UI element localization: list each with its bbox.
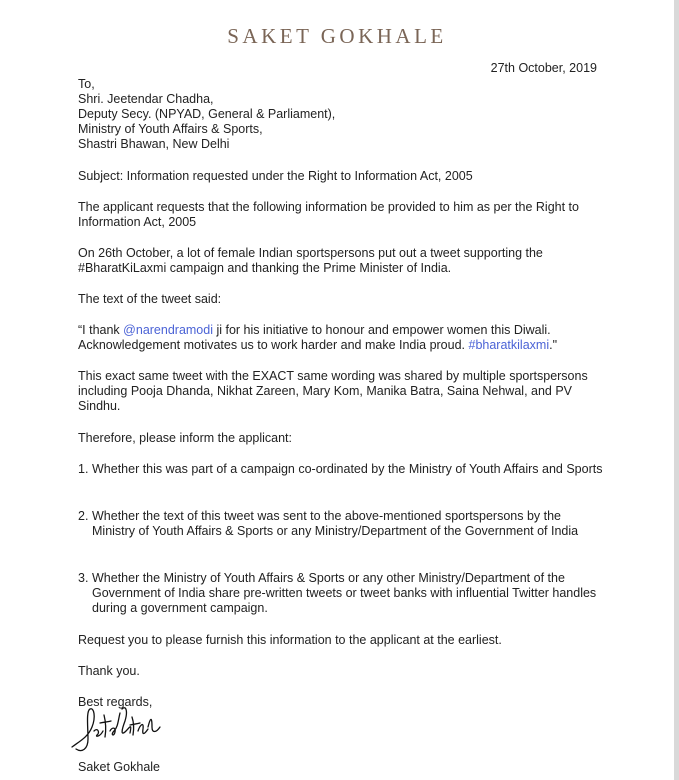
regards-text: Best regards, <box>78 695 153 709</box>
list-item <box>78 571 603 616</box>
paragraph-inform <box>78 431 603 446</box>
list-text: Whether this was part of a campaign co-ordinated by the Ministry of Youth Affairs and Sports <box>92 462 603 476</box>
tweet-quote <box>78 323 603 353</box>
address-ministry: Ministry of Youth Affairs & Sports, <box>78 122 263 136</box>
address-location: Shastri Bhawan, New Delhi <box>78 137 230 151</box>
paragraph-context-text: On 26th October, a lot of female Indian sportspersons put out a tweet supporting the #BharatKiLaxmi campaign and thanking the Prime Minister of India. <box>78 246 543 275</box>
paragraph-furnish <box>78 633 603 648</box>
paragraph-shared-text: This exact same tweet with the EXACT same wording was shared by multiple sportspersons including Pooja Dhanda, Nikhat Zareen, Mary Kom, Manika Batra, Saina Nehwal, and PV Sindhu. <box>78 369 588 413</box>
address-to: To, <box>78 77 95 91</box>
hashtag-link[interactable]: #bharatkilaxmi <box>468 338 550 352</box>
paragraph-tweet-intro <box>78 292 603 307</box>
address-name: Shri. Jeetendar Chadha, <box>78 92 214 106</box>
recipient-address <box>78 77 603 152</box>
paragraph-furnish-text: Request you to please furnish this information to the applicant at the earliest. <box>78 633 502 647</box>
list-number: 2. <box>78 509 89 523</box>
list-item <box>78 462 603 477</box>
list-text: Whether the text of this tweet was sent to the above-mentioned sportspersons by the Ministry of Youth Affairs & Sports or any Ministry/Department of the Government of India <box>92 509 579 538</box>
handwritten-signature <box>70 697 165 759</box>
quote-middle: ji for his initiative to honour and empower women this Diwali. Acknowledgement motivates us to work harder and make India proud. <box>78 323 551 352</box>
list-item <box>78 509 603 539</box>
paragraph-request-text: The applicant requests that the following information be provided to him as per the Right to Information Act, 2005 <box>78 200 579 229</box>
quote-before: “I thank <box>78 323 124 337</box>
list-number: 1. <box>78 462 89 476</box>
list-number: 3. <box>78 571 89 585</box>
signer-name: Saket Gokhale <box>78 760 160 774</box>
tweet-quote-text <box>78 323 603 353</box>
list-text: Whether the Ministry of Youth Affairs & Sports or any other Ministry/Department of the Government of India share pre-written tweets or tweet banks with influential Twitter handles during a government campaign. <box>92 571 597 615</box>
paragraph-context <box>78 246 603 276</box>
paragraph-tweet-intro-text: The text of the tweet said: <box>78 292 222 306</box>
paragraph-request <box>78 200 603 230</box>
quote-after: ." <box>549 338 558 352</box>
letterhead: SAKET GOKHALE <box>227 24 447 48</box>
thanks-text: Thank you. <box>78 664 140 678</box>
address-designation: Deputy Secy. (NPYAD, General & Parliament), <box>78 107 336 121</box>
page-edge <box>674 0 679 780</box>
mention-link[interactable]: @narendramodi <box>123 323 213 337</box>
subject-line <box>78 169 603 184</box>
thanks-line <box>78 664 603 679</box>
letter-date: 27th October, 2019 <box>490 61 597 75</box>
paragraph-inform-text: Therefore, please inform the applicant: <box>78 431 293 445</box>
subject-text: Subject: Information requested under the Right to Information Act, 2005 <box>78 169 473 183</box>
paragraph-shared <box>78 369 603 414</box>
